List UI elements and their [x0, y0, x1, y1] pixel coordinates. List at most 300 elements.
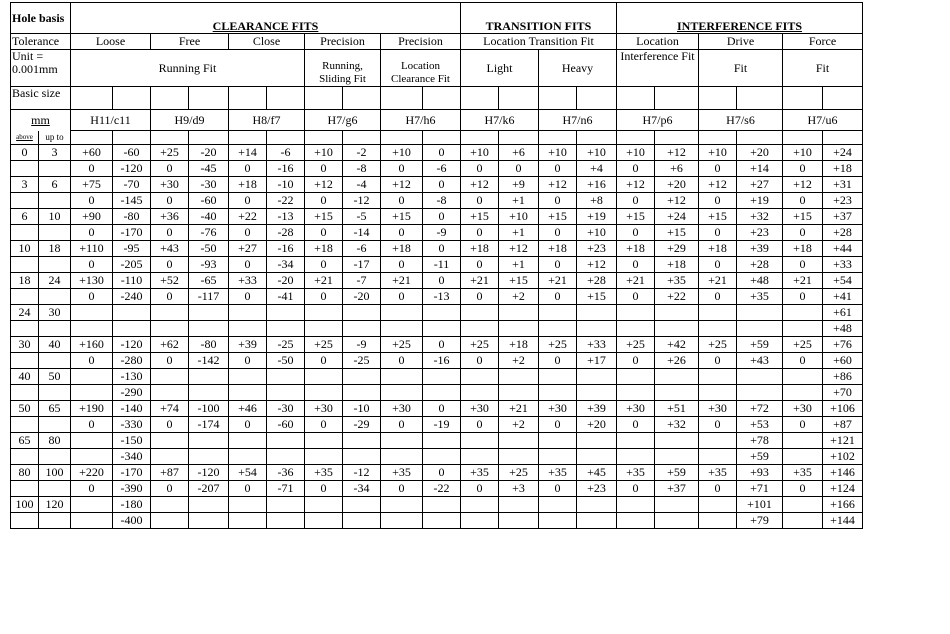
limit-value-cell: +43	[737, 352, 783, 368]
size-above-cell	[11, 384, 39, 400]
limit-value-cell: +12	[655, 192, 699, 208]
limit-value-cell	[151, 512, 189, 528]
limit-value-cell	[189, 384, 229, 400]
limit-value-cell: -30	[267, 400, 305, 416]
table-row	[11, 448, 863, 464]
size-above-cell: 40	[11, 368, 39, 384]
limit-value-cell	[699, 304, 737, 320]
limit-value-cell: +33	[229, 272, 267, 288]
limit-value-cell: -30	[189, 176, 229, 192]
limit-value-cell	[305, 304, 343, 320]
above-label: above	[11, 131, 39, 145]
limit-value-cell: +10	[499, 208, 539, 224]
limit-value-cell: +2	[499, 288, 539, 304]
limit-value-cell	[343, 368, 381, 384]
limit-value-cell: +22	[229, 208, 267, 224]
limit-value-cell: +72	[737, 400, 783, 416]
limit-value-cell: +12	[699, 176, 737, 192]
limit-value-cell: -205	[113, 256, 151, 272]
limit-value-cell: -117	[189, 288, 229, 304]
limit-value-cell	[343, 432, 381, 448]
limit-value-cell: +25	[461, 336, 499, 352]
up-to-label: up to	[39, 131, 71, 145]
limit-value-cell: -50	[267, 352, 305, 368]
limit-value-cell: -65	[189, 272, 229, 288]
table-row	[11, 416, 863, 432]
limit-value-cell: +54	[229, 464, 267, 480]
limit-value-cell: +30	[699, 400, 737, 416]
limit-value-cell: +18	[539, 240, 577, 256]
limit-value-cell: 0	[305, 160, 343, 176]
limit-value-cell: +39	[229, 336, 267, 352]
limit-value-cell: +12	[577, 256, 617, 272]
limit-value-cell: 0	[461, 256, 499, 272]
limit-value-cell	[381, 304, 423, 320]
limit-value-cell	[461, 448, 499, 464]
limit-value-cell	[655, 432, 699, 448]
limit-value-cell: +15	[539, 208, 577, 224]
size-above-cell	[11, 352, 39, 368]
limit-value-cell	[423, 496, 461, 512]
limit-value-cell: +20	[577, 416, 617, 432]
limit-value-cell: 0	[539, 192, 577, 208]
limit-value-cell: +102	[823, 448, 863, 464]
limit-value-cell	[655, 304, 699, 320]
limit-value-cell: +12	[539, 176, 577, 192]
limit-value-cell: 0	[461, 160, 499, 176]
limit-value-cell	[267, 496, 305, 512]
limit-value-cell: 0	[617, 256, 655, 272]
limit-value-cell	[499, 320, 539, 336]
limit-value-cell: +70	[823, 384, 863, 400]
limit-value-cell: -34	[343, 480, 381, 496]
limit-value-cell: -390	[113, 480, 151, 496]
limit-value-cell: -145	[113, 192, 151, 208]
limit-value-cell	[617, 496, 655, 512]
limit-value-cell: -9	[423, 224, 461, 240]
limit-value-cell: +39	[737, 240, 783, 256]
limit-value-cell: +9	[499, 176, 539, 192]
limit-value-cell: 0	[617, 224, 655, 240]
limit-value-cell	[577, 496, 617, 512]
limit-value-cell: -14	[343, 224, 381, 240]
limit-value-cell: +12	[499, 240, 539, 256]
limit-value-cell	[71, 432, 113, 448]
limit-value-cell: -16	[423, 352, 461, 368]
limit-value-cell: -17	[343, 256, 381, 272]
limit-value-cell: +76	[823, 336, 863, 352]
limit-value-cell: 0	[423, 336, 461, 352]
size-above-cell: 80	[11, 464, 39, 480]
limit-value-cell: +32	[737, 208, 783, 224]
limit-value-cell: +18	[655, 256, 699, 272]
limit-value-cell: +60	[823, 352, 863, 368]
limit-value-cell: +15	[381, 208, 423, 224]
limit-value-cell: 0	[423, 208, 461, 224]
limit-value-cell: +2	[499, 352, 539, 368]
limit-value-cell	[461, 432, 499, 448]
limit-value-cell: +93	[737, 464, 783, 480]
limit-value-cell: +20	[655, 176, 699, 192]
limit-value-cell	[189, 512, 229, 528]
fit-code-h11-c11: H11/c11	[71, 110, 151, 131]
fit-desc-force: Fit	[783, 50, 863, 87]
size-upto-cell: 100	[39, 464, 71, 480]
limit-value-cell	[539, 432, 577, 448]
fit-desc-location-clearance: Location Clearance Fit	[381, 50, 461, 87]
limit-value-cell: +30	[461, 400, 499, 416]
limit-value-cell: 0	[461, 288, 499, 304]
limit-value-cell: +22	[655, 288, 699, 304]
limit-value-cell: 0	[699, 224, 737, 240]
limit-value-cell: +6	[655, 160, 699, 176]
limit-value-cell: 0	[229, 160, 267, 176]
limit-value-cell	[343, 512, 381, 528]
limit-value-cell: +59	[737, 448, 783, 464]
limit-value-cell: +101	[737, 496, 783, 512]
limit-value-cell: 0	[305, 224, 343, 240]
limit-value-cell: +25	[539, 336, 577, 352]
limit-value-cell: 0	[461, 224, 499, 240]
limit-value-cell: +87	[151, 464, 189, 480]
limit-value-cell	[423, 512, 461, 528]
limit-value-cell: -76	[189, 224, 229, 240]
limit-value-cell: 0	[539, 288, 577, 304]
limit-value-cell	[267, 384, 305, 400]
limit-value-cell: -6	[343, 240, 381, 256]
limit-value-cell: -150	[113, 432, 151, 448]
limit-value-cell: 0	[423, 176, 461, 192]
size-upto-cell: 18	[39, 240, 71, 256]
limit-value-cell	[229, 304, 267, 320]
unit-label: Unit = 0.001mm	[11, 50, 71, 87]
limit-value-cell: +61	[823, 304, 863, 320]
limit-value-cell: +27	[737, 176, 783, 192]
limit-value-cell: 0	[423, 240, 461, 256]
size-upto-cell: 120	[39, 496, 71, 512]
limit-value-cell: -13	[267, 208, 305, 224]
limit-value-cell: -60	[189, 192, 229, 208]
limit-value-cell	[189, 320, 229, 336]
limit-value-cell	[499, 432, 539, 448]
size-above-cell	[11, 288, 39, 304]
limit-value-cell	[617, 432, 655, 448]
limit-value-cell: -11	[423, 256, 461, 272]
limit-value-cell: -16	[267, 240, 305, 256]
limit-value-cell: -60	[267, 416, 305, 432]
limit-value-cell: 0	[305, 256, 343, 272]
limit-value-cell: -22	[267, 192, 305, 208]
limit-value-cell: +23	[823, 192, 863, 208]
limit-value-cell: -340	[113, 448, 151, 464]
limit-value-cell	[577, 448, 617, 464]
limit-value-cell: -16	[267, 160, 305, 176]
limit-value-cell	[655, 368, 699, 384]
limit-value-cell	[229, 512, 267, 528]
limit-value-cell: +18	[381, 240, 423, 256]
fit-code-h8-f7: H8/f7	[229, 110, 305, 131]
size-above-cell	[11, 256, 39, 272]
limit-value-cell: 0	[151, 192, 189, 208]
limit-value-cell: 0	[539, 352, 577, 368]
limit-value-cell: 0	[539, 480, 577, 496]
limit-value-cell: +190	[71, 400, 113, 416]
limit-value-cell: 0	[617, 352, 655, 368]
limit-value-cell: -110	[113, 272, 151, 288]
limit-value-cell	[381, 496, 423, 512]
limit-value-cell: +30	[381, 400, 423, 416]
table-row	[11, 288, 863, 304]
limit-value-cell: 0	[229, 192, 267, 208]
size-above-cell	[11, 416, 39, 432]
fit-name-precision-location: Precision	[381, 34, 461, 50]
limit-value-cell: +59	[655, 464, 699, 480]
limit-value-cell: -12	[343, 192, 381, 208]
limit-value-cell: -19	[423, 416, 461, 432]
limit-value-cell: +10	[699, 144, 737, 160]
limit-value-cell: +130	[71, 272, 113, 288]
fit-code-h7-h6: H7/h6	[381, 110, 461, 131]
limit-value-cell	[343, 320, 381, 336]
limit-value-cell: +12	[461, 176, 499, 192]
limit-value-cell	[423, 368, 461, 384]
limit-value-cell: +18	[499, 336, 539, 352]
limit-value-cell: 0	[699, 480, 737, 496]
limit-value-cell: +21	[539, 272, 577, 288]
limit-value-cell: -36	[267, 464, 305, 480]
limit-value-cell	[461, 512, 499, 528]
limit-value-cell: +31	[823, 176, 863, 192]
table-row	[11, 368, 863, 384]
limit-value-cell: 0	[151, 416, 189, 432]
limit-value-cell	[699, 320, 737, 336]
limit-value-cell	[381, 320, 423, 336]
size-upto-cell	[39, 512, 71, 528]
limit-value-cell: 0	[229, 352, 267, 368]
limit-value-cell: +18	[783, 240, 823, 256]
limit-value-cell: 0	[151, 160, 189, 176]
limit-value-cell: +18	[617, 240, 655, 256]
tolerance-label: Tolerance	[11, 34, 71, 50]
limit-value-cell: +87	[823, 416, 863, 432]
limit-value-cell	[189, 304, 229, 320]
limit-value-cell: 0	[783, 256, 823, 272]
limit-value-cell: 0	[305, 480, 343, 496]
limit-value-cell: 0	[381, 256, 423, 272]
limit-value-cell: +16	[577, 176, 617, 192]
limit-value-cell	[577, 368, 617, 384]
size-upto-cell	[39, 320, 71, 336]
limit-value-cell: -280	[113, 352, 151, 368]
fit-name-loose: Loose	[71, 34, 151, 50]
limit-value-cell	[151, 304, 189, 320]
table-row	[11, 352, 863, 368]
limit-value-cell	[267, 512, 305, 528]
limit-value-cell: 0	[71, 192, 113, 208]
limit-value-cell: -170	[113, 224, 151, 240]
limit-value-cell	[151, 384, 189, 400]
limit-value-cell	[783, 368, 823, 384]
limit-value-cell: +1	[499, 224, 539, 240]
fits-data-body	[11, 144, 863, 528]
limit-value-cell: +90	[71, 208, 113, 224]
limit-value-cell: 0	[699, 256, 737, 272]
limit-value-cell: +6	[499, 144, 539, 160]
limit-value-cell: +41	[823, 288, 863, 304]
limit-value-cell: +33	[577, 336, 617, 352]
limit-value-cell	[699, 512, 737, 528]
limit-value-cell: +23	[577, 480, 617, 496]
limit-value-cell: +146	[823, 464, 863, 480]
limit-value-cell	[381, 512, 423, 528]
limit-value-cell: -10	[267, 176, 305, 192]
size-upto-cell: 30	[39, 304, 71, 320]
limit-value-cell	[699, 496, 737, 512]
limit-value-cell: +12	[617, 176, 655, 192]
limit-value-cell	[499, 448, 539, 464]
fit-desc-running-sliding: Running, Sliding Fit	[305, 50, 381, 87]
limit-value-cell: -29	[343, 416, 381, 432]
limit-value-cell	[783, 496, 823, 512]
table-row	[11, 192, 863, 208]
limit-value-cell	[461, 320, 499, 336]
limit-value-cell	[343, 304, 381, 320]
limit-value-cell	[151, 368, 189, 384]
limit-value-cell	[229, 496, 267, 512]
limit-value-cell	[539, 496, 577, 512]
limit-value-cell: 0	[71, 288, 113, 304]
limit-value-cell: 0	[71, 480, 113, 496]
limit-value-cell: 0	[539, 224, 577, 240]
limit-value-cell: 0	[617, 192, 655, 208]
size-above-cell	[11, 320, 39, 336]
limit-value-cell: -8	[343, 160, 381, 176]
limit-value-cell: +35	[655, 272, 699, 288]
limit-value-cell	[343, 448, 381, 464]
limit-value-cell: +43	[151, 240, 189, 256]
limit-value-cell	[305, 432, 343, 448]
limit-value-cell: +24	[823, 144, 863, 160]
limit-value-cell	[305, 320, 343, 336]
limit-value-cell	[577, 304, 617, 320]
limit-value-cell: 0	[305, 192, 343, 208]
limit-value-cell: -2	[343, 144, 381, 160]
limit-value-cell: +21	[699, 272, 737, 288]
size-upto-cell: 3	[39, 144, 71, 160]
limit-value-cell: 0	[151, 224, 189, 240]
table-row	[11, 144, 863, 160]
limit-value-cell	[113, 320, 151, 336]
limit-value-cell	[655, 384, 699, 400]
limit-value-cell: 0	[381, 480, 423, 496]
size-above-cell: 50	[11, 400, 39, 416]
basic-size-label: Basic size	[11, 87, 71, 110]
limit-value-cell: 0	[423, 400, 461, 416]
limit-value-cell: +25	[151, 144, 189, 160]
limit-value-cell	[71, 304, 113, 320]
limit-value-cell	[267, 320, 305, 336]
fit-code-h7-u6: H7/u6	[783, 110, 863, 131]
size-upto-cell	[39, 416, 71, 432]
limit-value-cell	[499, 368, 539, 384]
limit-value-cell: -240	[113, 288, 151, 304]
limit-value-cell: -40	[189, 208, 229, 224]
limit-value-cell: +28	[737, 256, 783, 272]
limit-value-cell: 0	[71, 352, 113, 368]
size-above-cell: 30	[11, 336, 39, 352]
limit-value-cell: -6	[423, 160, 461, 176]
size-above-cell	[11, 192, 39, 208]
limit-value-cell	[151, 320, 189, 336]
limit-value-cell: +15	[305, 208, 343, 224]
limit-value-cell: +33	[823, 256, 863, 272]
limit-value-cell	[655, 512, 699, 528]
limit-value-cell	[539, 384, 577, 400]
limit-value-cell: 0	[71, 160, 113, 176]
size-above-cell: 100	[11, 496, 39, 512]
limit-value-cell: +4	[577, 160, 617, 176]
limit-value-cell: +15	[577, 288, 617, 304]
size-upto-cell: 65	[39, 400, 71, 416]
limit-value-cell	[539, 512, 577, 528]
limit-value-cell: 0	[71, 256, 113, 272]
limit-value-cell: 0	[423, 464, 461, 480]
size-upto-cell	[39, 192, 71, 208]
size-above-cell	[11, 512, 39, 528]
limit-value-cell: +30	[151, 176, 189, 192]
mm-label: mm	[11, 110, 71, 131]
limit-value-cell: +12	[381, 176, 423, 192]
limit-value-cell: 0	[783, 480, 823, 496]
fit-code-h7-s6: H7/s6	[699, 110, 783, 131]
size-upto-cell: 10	[39, 208, 71, 224]
fits-table-container	[10, 2, 863, 529]
limit-value-cell: -70	[113, 176, 151, 192]
limit-value-cell	[499, 304, 539, 320]
fit-name-free: Free	[151, 34, 229, 50]
limit-value-cell	[305, 496, 343, 512]
limit-value-cell: +27	[229, 240, 267, 256]
table-row	[11, 240, 863, 256]
limit-value-cell	[423, 384, 461, 400]
limit-value-cell	[305, 448, 343, 464]
table-row	[11, 304, 863, 320]
limit-value-cell	[783, 432, 823, 448]
limit-value-cell: +51	[655, 400, 699, 416]
limit-value-cell: 0	[783, 160, 823, 176]
size-above-cell	[11, 480, 39, 496]
limit-value-cell: 0	[699, 192, 737, 208]
limit-value-cell: -100	[189, 400, 229, 416]
limit-value-cell	[617, 384, 655, 400]
size-upto-cell	[39, 384, 71, 400]
limit-value-cell	[577, 320, 617, 336]
limit-value-cell: 0	[381, 160, 423, 176]
limit-value-cell: -60	[113, 144, 151, 160]
size-above-cell: 0	[11, 144, 39, 160]
limit-value-cell: 0	[151, 256, 189, 272]
fit-desc-drive: Fit	[699, 50, 783, 87]
limit-value-cell: +10	[539, 144, 577, 160]
limit-value-cell: +21	[461, 272, 499, 288]
size-upto-cell: 40	[39, 336, 71, 352]
limit-value-cell: +15	[783, 208, 823, 224]
limit-value-cell: +25	[617, 336, 655, 352]
table-row	[11, 464, 863, 480]
hole-basis-label: Hole basis	[11, 3, 71, 34]
limit-value-cell: 0	[617, 480, 655, 496]
limit-value-cell: +39	[577, 400, 617, 416]
